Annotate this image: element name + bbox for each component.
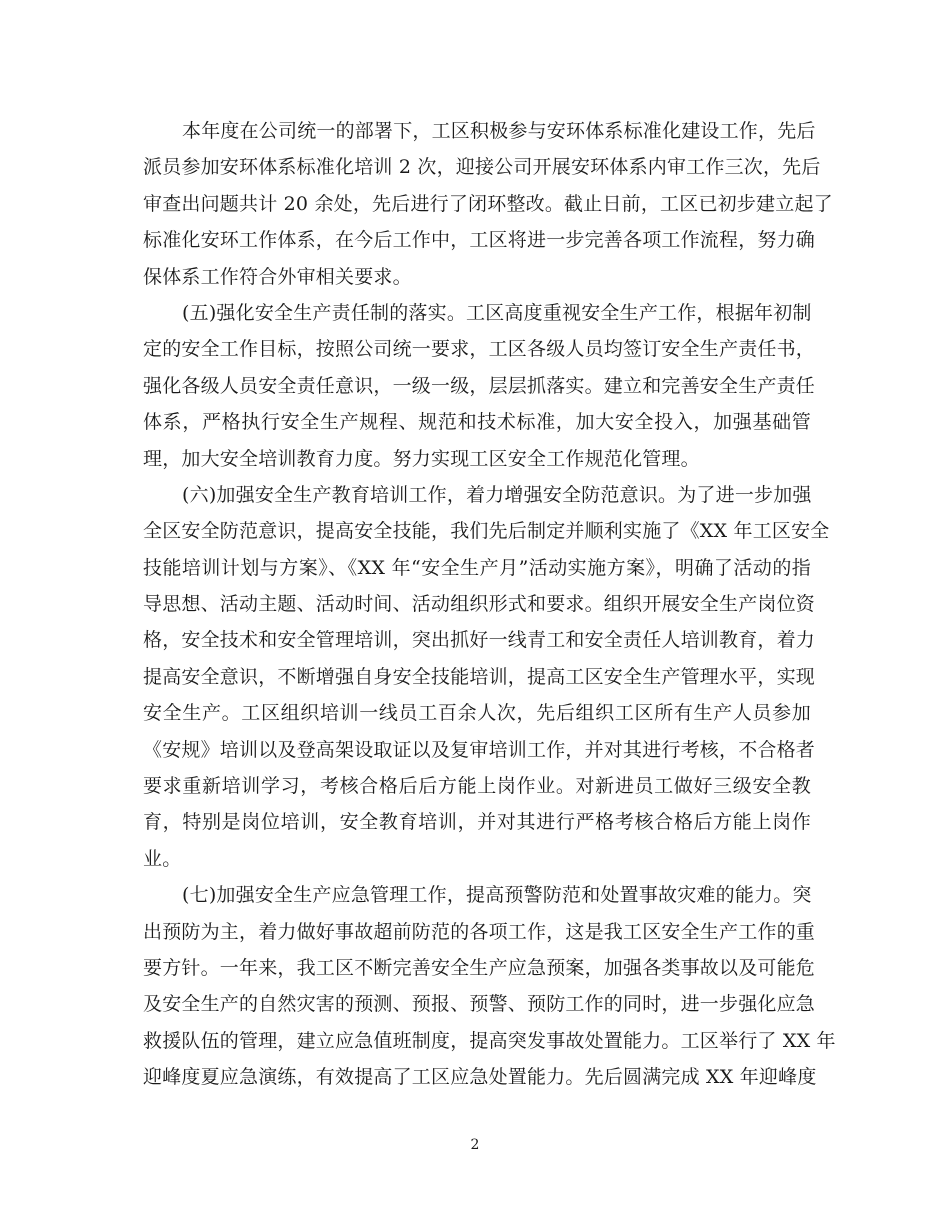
paragraph-line: 体系，严格执行安全生产规程、规范和技术标准，加大安全投入，加强基础管 <box>143 411 811 434</box>
paragraph-line: 保体系工作符合外审相关要求。 <box>143 265 412 288</box>
paragraph-line: 技能培训计划与方案》、《XX 年“安全生产月”活动实施方案》，明确了活动的指 <box>143 556 811 579</box>
paragraph-line: 迎峰度夏应急演练，有效提高了工区应急处置能力。先后圆满完成 XX 年迎峰度 <box>143 1066 817 1089</box>
paragraph-line: 救援队伍的管理，建立应急值班制度，提高突发事故处置能力。工区举行了 XX 年 <box>143 1029 836 1052</box>
paragraph-line: 标准化安环工作体系，在今后工作中，工区将进一步完善各项工作流程，努力确 <box>143 229 816 252</box>
paragraph-line: 《安规》培训以及登高架设取证以及复审培训工作，并对其进行考核，不合格者 <box>143 738 816 761</box>
paragraph-line: 要求重新培训学习，考核合格后后方能上岗作业。对新进员工做好三级安全教 <box>143 775 811 798</box>
paragraph-line: 提高安全意识，不断增强自身安全技能培训，提高工区安全生产管理水平，实现 <box>143 665 816 688</box>
paragraph-line: 本年度在公司统一的部署下，工区积极参与安环体系标准化建设工作，先后 <box>182 120 816 142</box>
paragraph-line: 派员参加安环体系标准化培训 2 次，迎接公司开展安环体系内审工作三次，先后 <box>143 156 821 179</box>
paragraph-line: 格，安全技术和安全管理培训，突出抓好一线青工和安全责任人培训教育，着力 <box>143 629 816 652</box>
paragraph-line: (六)加强安全生产教育培训工作，着力增强安全防范意识。为了进一步加强 <box>182 483 812 506</box>
paragraph-line: 安全生产。工区组织培训一线员工百余人次，先后组织工区所有生产人员参加 <box>143 702 811 725</box>
paragraph-line: 审查出问题共计 20 余处，先后进行了闭环整改。截止日前，工区已初步建立起了 <box>143 192 833 215</box>
paragraph-line: 强化各级人员安全责任意识，一级一级，层层抓落实。建立和完善安全生产责任 <box>143 374 816 397</box>
paragraph-line: (五)强化安全生产责任制的落实。工区高度重视安全生产工作，根据年初制 <box>182 301 812 324</box>
paragraph-line: 出预防为主，着力做好事故超前防范的各项工作，这是我工区安全生产工作的重 <box>143 920 816 943</box>
paragraph-line: 导思想、活动主题、活动时间、活动组织形式和要求。组织开展安全生产岗位资 <box>143 593 816 616</box>
paragraph-line: 定的安全工作目标，按照公司统一要求，工区各级人员均签订安全生产责任书， <box>143 338 816 361</box>
paragraph-line: 要方针。一年来，我工区不断完善安全生产应急预案，加强各类事故以及可能危 <box>143 956 816 979</box>
paragraph-line: 及安全生产的自然灾害的预测、预报、预警、预防工作的同时，进一步强化应急 <box>143 993 816 1016</box>
paragraph-line: 育，特别是岗位培训，安全教育培训，并对其进行严格考核合格后方能上岗作 <box>143 811 811 834</box>
paragraph-line: (七)加强安全生产应急管理工作，提高预警防范和处置事故灾难的能力。突 <box>182 884 812 907</box>
paragraph-line: 全区安全防范意识，提高安全技能，我们先后制定并顺利实施了《XX 年工区安全 <box>143 520 830 543</box>
paragraph-line: 业。 <box>143 847 182 870</box>
document-body <box>143 113 836 1096</box>
page-number: 2 <box>470 1137 480 1153</box>
paragraph-line: 理，加大安全培训教育力度。努力实现工区安全工作规范化管理。 <box>143 447 700 470</box>
